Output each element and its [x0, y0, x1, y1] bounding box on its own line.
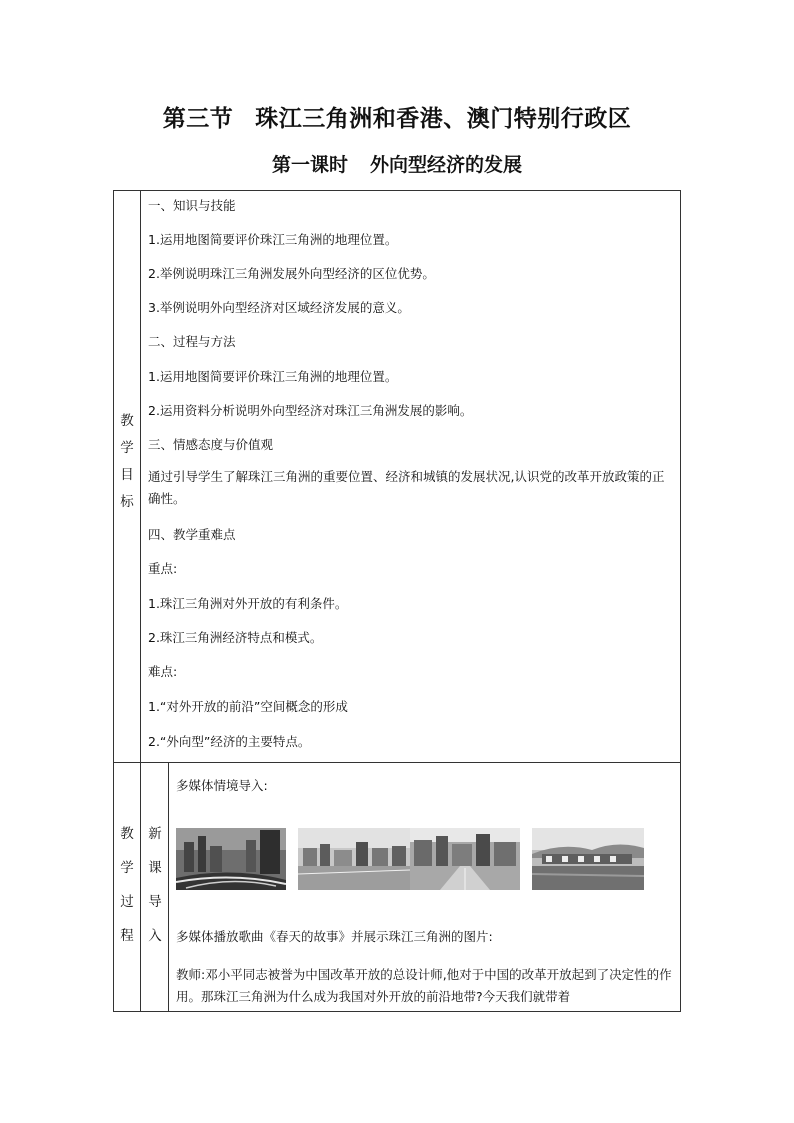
title-text: 珠江三角洲和香港、澳门特别行政区 [255, 106, 632, 132]
section-heading: 四、教学重难点 [148, 527, 236, 542]
key-point-item: 1.珠江三角洲对外开放的有利条件。 [148, 596, 348, 611]
label-char: 教 [120, 413, 134, 429]
label-char: 导 [148, 894, 162, 910]
label-char: 目 [120, 467, 134, 483]
key-points-label: 重点: [148, 561, 178, 576]
page-title [0, 100, 794, 133]
harbor-city-photo [298, 828, 410, 890]
label-char: 课 [148, 860, 162, 876]
attitude-paragraph: 通过引导学生了解珠江三角洲的重要位置、经济和城镇的发展状况,认识党的改革开放政策的正确性。 [148, 469, 665, 506]
subtitle-lesson: 第一课时 [271, 154, 348, 176]
teacher-paragraph: 教师:邓小平同志被誉为中国改革开放的总设计师,他对于中国的改革开放起到了决定性的作用。那珠江三角洲为什么成为我国对外开放的前沿地带?今天我们就带着 [176, 967, 672, 1004]
section-heading: 三、情感态度与价值观 [148, 437, 274, 452]
label-char: 程 [120, 928, 134, 944]
objectives-label [114, 408, 140, 516]
label-char: 学 [120, 860, 134, 876]
row-divider [113, 762, 681, 763]
city-night-photo [176, 828, 286, 890]
label-char: 标 [120, 494, 134, 510]
difficulty-label: 难点: [148, 664, 178, 679]
intro-label [142, 817, 168, 953]
waterfront-photo [532, 828, 644, 890]
media-note: 多媒体播放歌曲《春天的故事》并展示珠江三角洲的图片: [176, 929, 493, 944]
label-char: 教 [120, 826, 134, 842]
difficulty-item: 1.“对外开放的前沿”空间概念的形成 [148, 699, 348, 714]
intro-title: 多媒体情境导入: [176, 778, 268, 793]
section-heading: 一、知识与技能 [148, 198, 236, 213]
city-street-photo [410, 828, 520, 890]
objective-item: 2.举例说明珠江三角洲发展外向型经济的区位优势。 [148, 266, 435, 281]
objective-item: 1.运用地图简要评价珠江三角洲的地理位置。 [148, 232, 398, 247]
subtitle-text: 外向型经济的发展 [370, 154, 523, 176]
process-label [114, 817, 140, 953]
title-section: 第三节 [162, 106, 234, 132]
section-heading: 二、过程与方法 [148, 334, 236, 349]
subcolumn-divider [168, 762, 169, 1012]
column-divider [140, 190, 141, 1012]
label-char: 学 [120, 440, 134, 456]
page-subtitle [0, 150, 794, 177]
label-char: 过 [120, 894, 134, 910]
objective-item: 1.运用地图简要评价珠江三角洲的地理位置。 [148, 369, 398, 384]
key-point-item: 2.珠江三角洲经济特点和模式。 [148, 630, 323, 645]
label-char: 新 [148, 826, 162, 842]
label-char: 入 [148, 928, 162, 944]
difficulty-item: 2.“外向型”经济的主要特点。 [148, 734, 311, 749]
objective-item: 3.举例说明外向型经济对区域经济发展的意义。 [148, 300, 410, 315]
objective-item: 2.运用资料分析说明外向型经济对珠江三角洲发展的影响。 [148, 403, 473, 418]
